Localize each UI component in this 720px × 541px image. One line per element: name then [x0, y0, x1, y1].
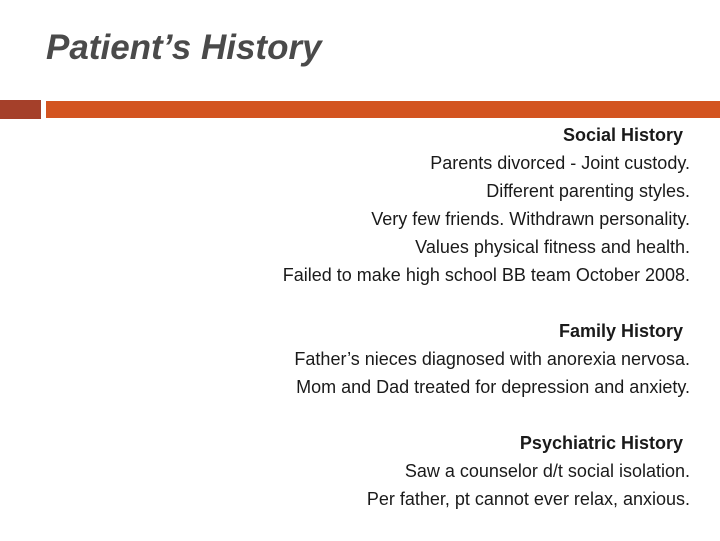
section-heading: Psychiatric History	[519, 433, 683, 453]
family-history-section	[90, 317, 690, 401]
title-rule-accent-block	[0, 100, 41, 119]
history-line: Parents divorced - Joint custody.	[430, 153, 690, 173]
psychiatric-history-section	[90, 429, 690, 513]
history-content	[90, 121, 690, 541]
history-line: Father’s nieces diagnosed with anorexia nervosa.	[294, 349, 690, 369]
history-line: Different parenting styles.	[486, 181, 690, 201]
slide-title: Patient’s History	[46, 28, 322, 67]
history-line: Per father, pt cannot ever relax, anxious.	[366, 489, 690, 509]
history-line: Failed to make high school BB team October 2008.	[282, 265, 690, 285]
history-line: Mom and Dad treated for depression and anxiety.	[296, 377, 690, 397]
history-line: Saw a counselor d/t social isolation.	[404, 461, 690, 481]
history-line: Very few friends. Withdrawn personality.	[371, 209, 690, 229]
history-line: Values physical fitness and health.	[415, 237, 690, 257]
section-heading: Social History	[562, 125, 683, 145]
section-heading: Family History	[558, 321, 683, 341]
title-rule-bar	[46, 101, 720, 118]
social-history-section	[90, 121, 690, 289]
